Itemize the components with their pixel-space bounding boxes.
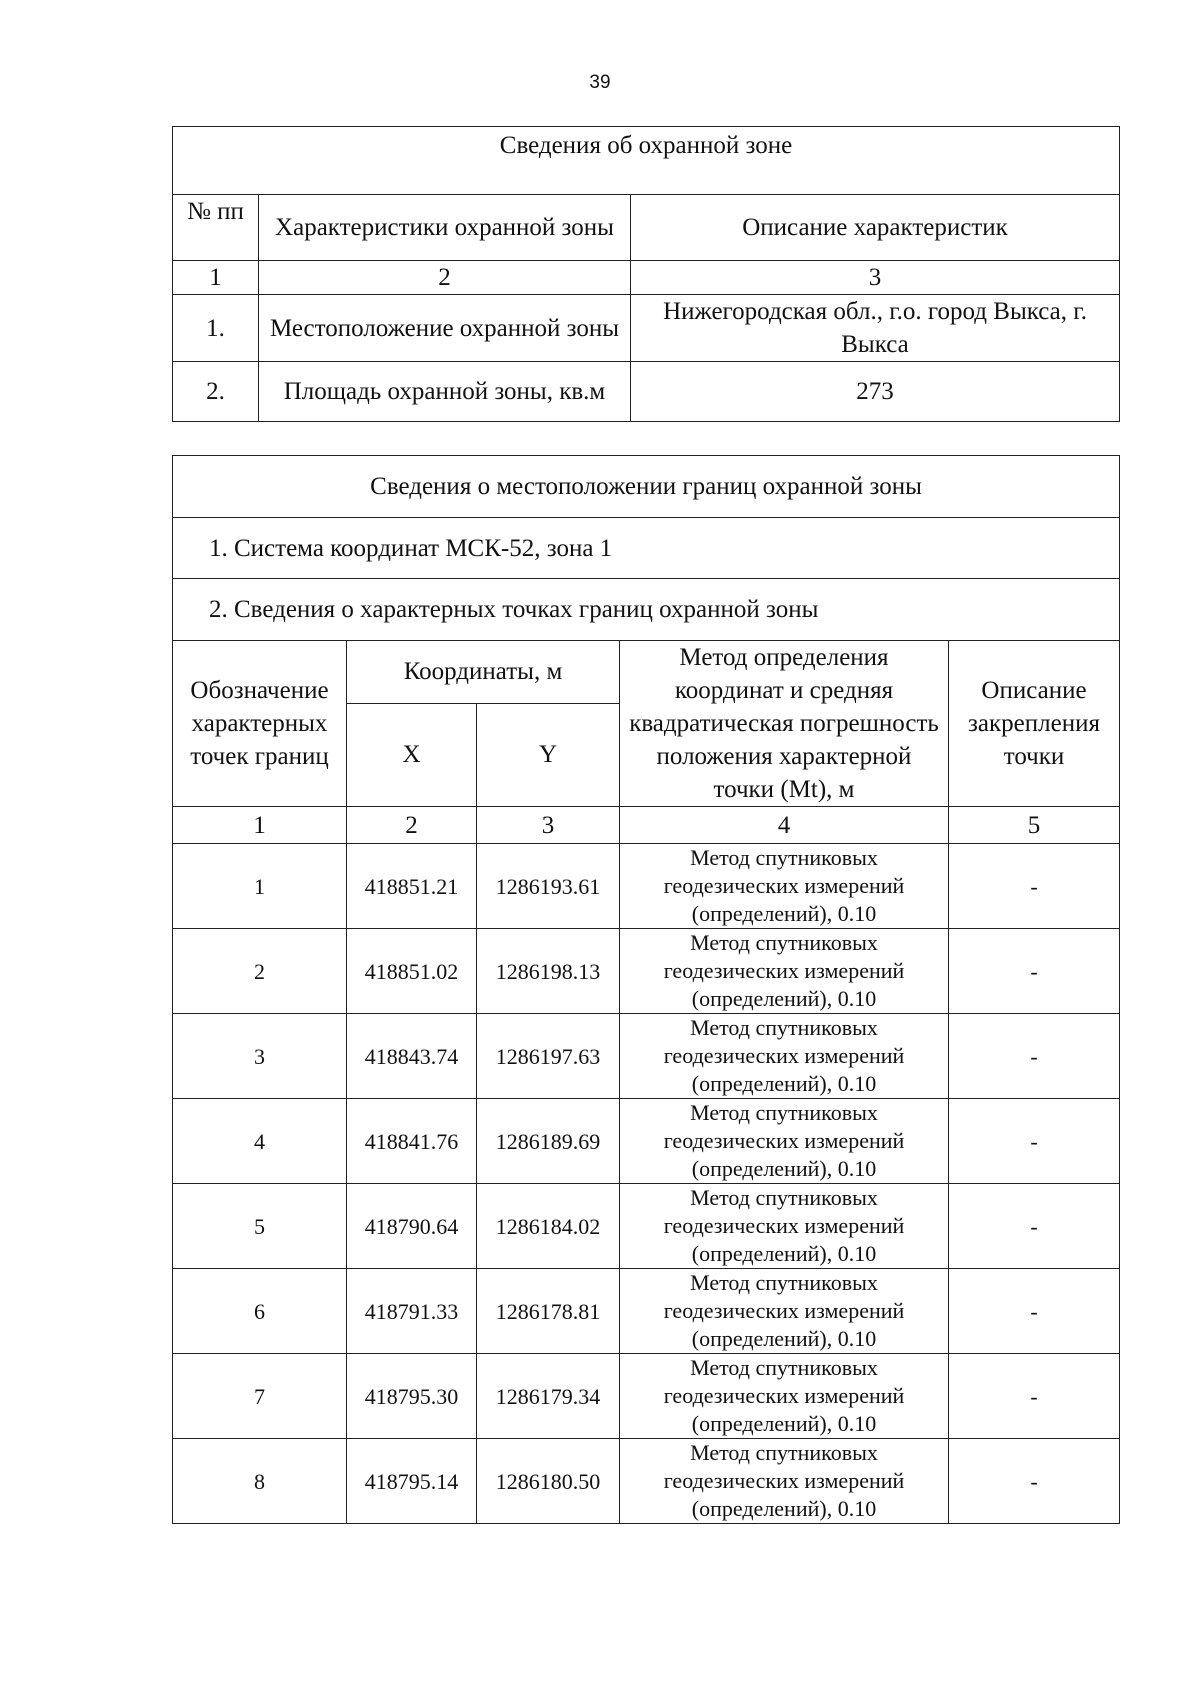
column-number: 2 xyxy=(259,261,631,295)
point-y: 1286198.13 xyxy=(477,929,620,1014)
point-y: 1286184.02 xyxy=(477,1184,620,1269)
boundaries-title: Сведения о местоположении границ охранной зоны xyxy=(173,456,1120,518)
zone-info-header-row xyxy=(173,195,1120,261)
point-fixing: - xyxy=(949,1014,1120,1099)
point-method: Метод спутниковых геодезических измерений (определений), 0.10 xyxy=(620,1439,949,1524)
point-x: 418843.74 xyxy=(347,1014,477,1099)
column-number: 2 xyxy=(347,807,477,844)
point-method: Метод спутниковых геодезических измерений (определений), 0.10 xyxy=(620,1014,949,1099)
point-x: 418841.76 xyxy=(347,1099,477,1184)
column-number: 1 xyxy=(173,807,347,844)
table-row xyxy=(173,1014,1120,1099)
point-method: Метод спутниковых геодезических измерений (определений), 0.10 xyxy=(620,1184,949,1269)
zone-info-title-row xyxy=(173,127,1120,195)
point-y: 1286180.50 xyxy=(477,1439,620,1524)
points-column-numbers xyxy=(173,807,1120,844)
header-x: X xyxy=(347,703,477,806)
page-number: 39 xyxy=(589,72,611,93)
zone-info-title: Сведения об охранной зоне xyxy=(173,127,1120,195)
point-x: 418851.21 xyxy=(347,844,477,929)
point-x: 418790.64 xyxy=(347,1184,477,1269)
header-number: № пп xyxy=(173,195,259,261)
point-x: 418791.33 xyxy=(347,1269,477,1354)
coord-system: 1. Система координат МСК-52, зона 1 xyxy=(173,518,1120,579)
header-description: Описание характеристик xyxy=(631,195,1120,261)
zone-info-table xyxy=(172,126,1120,422)
point-y: 1286189.69 xyxy=(477,1099,620,1184)
column-number: 3 xyxy=(631,261,1120,295)
row-description: Нижегородская обл., г.о. город Выкса, г. Выкса xyxy=(631,295,1120,362)
table-row xyxy=(173,1269,1120,1354)
header-y: Y xyxy=(477,703,620,806)
points-title-row xyxy=(173,579,1120,641)
boundaries-title-row xyxy=(173,456,1120,518)
column-number: 4 xyxy=(620,807,949,844)
point-y: 1286197.63 xyxy=(477,1014,620,1099)
column-number: 1 xyxy=(173,261,259,295)
column-number: 3 xyxy=(477,807,620,844)
point-x: 418795.30 xyxy=(347,1354,477,1439)
point-method: Метод спутниковых геодезических измерений (определений), 0.10 xyxy=(620,1269,949,1354)
point-id: 3 xyxy=(173,1014,347,1099)
point-method: Метод спутниковых геодезических измерений (определений), 0.10 xyxy=(620,929,949,1014)
column-number: 5 xyxy=(949,807,1120,844)
point-id: 1 xyxy=(173,844,347,929)
point-id: 2 xyxy=(173,929,347,1014)
point-fixing: - xyxy=(949,1099,1120,1184)
zone-info-row xyxy=(173,295,1120,362)
point-id: 4 xyxy=(173,1099,347,1184)
header-fixing: Описание закрепления точки xyxy=(949,641,1120,807)
table-row xyxy=(173,1439,1120,1524)
zone-info-column-numbers xyxy=(173,261,1120,295)
point-method: Метод спутниковых геодезических измерений (определений), 0.10 xyxy=(620,1354,949,1439)
point-method: Метод спутниковых геодезических измерений (определений), 0.10 xyxy=(620,844,949,929)
point-x: 418795.14 xyxy=(347,1439,477,1524)
points-header-row xyxy=(173,641,1120,704)
row-description: 273 xyxy=(631,362,1120,422)
row-characteristic: Местоположение охранной зоны xyxy=(259,295,631,362)
coord-system-row xyxy=(173,518,1120,579)
point-fixing: - xyxy=(949,844,1120,929)
points-title: 2. Сведения о характерных точках границ охранной зоны xyxy=(173,579,1120,641)
header-characteristic: Характеристики охранной зоны xyxy=(259,195,631,261)
point-y: 1286193.61 xyxy=(477,844,620,929)
row-characteristic: Площадь охранной зоны, кв.м xyxy=(259,362,631,422)
table-row xyxy=(173,929,1120,1014)
point-id: 7 xyxy=(173,1354,347,1439)
point-fixing: - xyxy=(949,1439,1120,1524)
point-method: Метод спутниковых геодезических измерений (определений), 0.10 xyxy=(620,1099,949,1184)
row-number: 1. xyxy=(173,295,259,362)
zone-info-row xyxy=(173,362,1120,422)
point-fixing: - xyxy=(949,1354,1120,1439)
table-row xyxy=(173,1184,1120,1269)
header-designation: Обозначение характерных точек границ xyxy=(173,641,347,807)
point-fixing: - xyxy=(949,1184,1120,1269)
table-row xyxy=(173,1099,1120,1184)
point-y: 1286178.81 xyxy=(477,1269,620,1354)
header-method: Метод определения координат и средняя квадратическая погрешность положения характерной точки (Mt), м xyxy=(620,641,949,807)
point-y: 1286179.34 xyxy=(477,1354,620,1439)
point-id: 8 xyxy=(173,1439,347,1524)
table-row xyxy=(173,1354,1120,1439)
header-coordinates: Координаты, м xyxy=(347,641,620,704)
point-id: 6 xyxy=(173,1269,347,1354)
point-id: 5 xyxy=(173,1184,347,1269)
point-fixing: - xyxy=(949,929,1120,1014)
boundary-points-table xyxy=(172,455,1120,1524)
table-row xyxy=(173,844,1120,929)
point-x: 418851.02 xyxy=(347,929,477,1014)
point-fixing: - xyxy=(949,1269,1120,1354)
row-number: 2. xyxy=(173,362,259,422)
